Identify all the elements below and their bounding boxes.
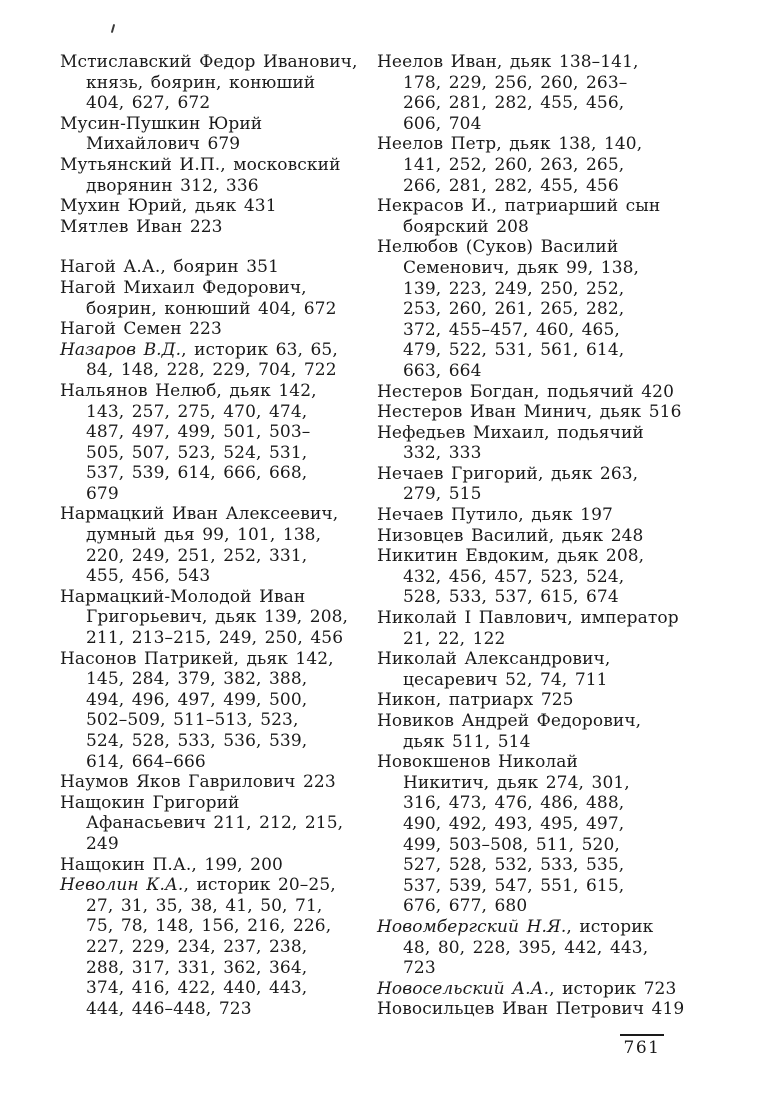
index-entry (377, 382, 716, 403)
index-entry (377, 711, 716, 752)
entry-line: Нащокин П.А., 199, 200 (60, 854, 283, 875)
entry-line: Нечаев Путило, дьяк 197 (377, 505, 613, 526)
entry-line: Мухин Юрий, дьяк 431 (60, 196, 277, 217)
index-entry (60, 52, 374, 114)
entry-line: 227, 229, 234, 237, 238, (86, 936, 308, 957)
entry-line: 527, 528, 532, 533, 535, (403, 855, 625, 876)
entry-line: 374, 416, 422, 440, 443, (86, 978, 308, 999)
entry-line: 524, 528, 533, 536, 539, (86, 731, 308, 751)
index-entry (60, 114, 374, 155)
entry-line: 487, 497, 499, 501, 503– (86, 422, 311, 443)
index-entry (377, 752, 716, 917)
entry-line: 220, 249, 251, 252, 331, (86, 545, 308, 566)
entry-line: 528, 533, 537, 615, 674 (403, 587, 619, 608)
entry-line: 48, 80, 228, 395, 442, 443, (403, 937, 649, 958)
index-entry (60, 319, 374, 340)
entry-line: 537, 539, 547, 551, 615, (403, 875, 625, 896)
entry-line: 279, 515 (403, 484, 482, 505)
entry-line: 663, 664 (403, 360, 482, 381)
entry-line: Нелюбов (Суков) Василий (377, 237, 619, 258)
entry-line: 21, 22, 122 (403, 628, 506, 649)
entry-line: 479, 522, 531, 561, 614, (403, 340, 625, 361)
entry-line: 178, 229, 256, 260, 263– (403, 72, 628, 93)
index-entry (60, 649, 374, 773)
entry-line: 614, 664–666 (86, 751, 206, 772)
entry-line: Мутьянский И.П., московский (60, 154, 341, 175)
entry-line: Мятлев Иван 223 (60, 216, 223, 237)
entry-line: Новиков Андрей Федорович, (377, 711, 642, 731)
index-entry (377, 505, 716, 526)
entry-line: 372, 455–457, 460, 465, (403, 319, 620, 340)
entry-line: думный дья 99, 101, 138, (86, 525, 322, 546)
entry-line: 145, 284, 379, 382, 388, (86, 669, 308, 690)
entry-line: 499, 503–508, 511, 520, (403, 834, 620, 855)
entry-line: 253, 260, 261, 265, 282, (403, 299, 625, 320)
entry-line: Наумов Яков Гаврилович 223 (60, 772, 336, 793)
entry-line: 332, 333 (403, 443, 482, 464)
entry-name-italic: Неволин К.А. (60, 875, 184, 896)
entry-line: Мстиславский Федор Иванович, (60, 52, 358, 72)
entry-line: Насонов Патрикей, дьяк 142, (60, 648, 334, 669)
entry-line: Неелов Иван, дьяк 138–141, (377, 52, 639, 72)
entry-line: 75, 78, 148, 156, 216, 226, (86, 916, 332, 937)
entry-line: 141, 252, 260, 263, 265, (403, 154, 625, 175)
entry-line: Новосельский А.А., историк 723 (377, 978, 677, 999)
entry-line: князь, боярин, конюший (86, 72, 316, 93)
index-entry (377, 690, 716, 711)
index-entry (60, 196, 374, 217)
entry-line: Нармацкий Иван Алексеевич, (60, 504, 339, 525)
entry-line: Нагой Михаил Федорович, (60, 277, 307, 298)
index-entry (377, 196, 716, 237)
index-column-right (377, 52, 716, 1020)
entry-line: Нечаев Григорий, дьяк 263, (377, 463, 639, 484)
entry-line: 249 (86, 833, 119, 854)
index-entry (60, 793, 374, 855)
entry-line: Нагой А.А., боярин 351 (60, 257, 279, 278)
index-entry (377, 402, 716, 423)
entry-line: Никон, патриарх 725 (377, 690, 574, 711)
entry-line: 211, 213–215, 249, 250, 456 (86, 628, 344, 649)
entry-line: 84, 148, 228, 229, 704, 722 (86, 360, 337, 381)
entry-line: Семенович, дьяк 99, 138, (403, 257, 640, 278)
index-entry (60, 381, 374, 505)
entry-line: Новокшенов Николай (377, 752, 578, 773)
entry-line: 288, 317, 331, 362, 364, (86, 957, 308, 978)
index-entry (60, 504, 374, 586)
index-entry (377, 608, 716, 649)
entry-line: 537, 539, 614, 666, 668, (86, 463, 308, 484)
index-entry (377, 979, 716, 1000)
entry-line: 404, 627, 672 (86, 93, 211, 114)
index-entry (60, 875, 374, 1019)
entry-line: 676, 677, 680 (403, 896, 528, 917)
entry-line: Николай I Павлович, император (377, 608, 679, 629)
entry-line: 494, 496, 497, 499, 500, (86, 689, 308, 710)
entry-line: Нащокин Григорий (60, 792, 240, 813)
index-entry (60, 155, 374, 196)
page-number: 761 (620, 1034, 665, 1058)
entry-line: 490, 492, 493, 495, 497, (403, 813, 625, 834)
entry-line: 505, 507, 523, 524, 531, (86, 442, 308, 463)
index-entry (60, 855, 374, 876)
entry-line: дьяк 511, 514 (403, 731, 531, 752)
entry-line: Некрасов И., патриарший сын (377, 196, 661, 217)
entry-line: Нестеров Иван Минич, дьяк 516 (377, 402, 682, 423)
page-footer (616, 1034, 668, 1058)
index-entry (377, 917, 716, 979)
entry-line: 143, 257, 275, 470, 474, (86, 401, 308, 422)
index-entry (377, 526, 716, 547)
entry-line: 723 (403, 958, 436, 979)
entry-line: Мусин-Пушкин Юрий (60, 113, 263, 134)
entry-line: Неелов Петр, дьяк 138, 140, (377, 134, 643, 155)
index-entry (377, 464, 716, 505)
entry-line: Назаров В.Д., историк 63, 65, (60, 339, 338, 360)
entry-line: Новомбергский Н.Я., историк (377, 916, 654, 937)
entry-line: Нефедьев Михаил, подьячий (377, 422, 644, 443)
entry-line: 139, 223, 249, 250, 252, (403, 278, 625, 299)
index-entry (377, 52, 716, 134)
entry-line: Новосильцев Иван Петрович 419 (377, 999, 685, 1020)
entry-line: Нагой Семен 223 (60, 319, 222, 340)
entry-line: дворянин 312, 336 (86, 175, 259, 196)
ink-speck (111, 24, 115, 33)
index-entry (377, 649, 716, 690)
entry-line: Михайлович 679 (86, 134, 241, 155)
index-entry (60, 217, 374, 238)
entry-line: цесаревич 52, 74, 711 (403, 669, 608, 690)
entry-line: Нальянов Нелюб, дьяк 142, (60, 380, 317, 401)
entry-line: 444, 446–448, 723 (86, 998, 252, 1019)
entry-line: 27, 31, 35, 38, 41, 50, 71, (86, 895, 323, 916)
entry-line: Афанасьевич 211, 212, 215, (86, 813, 344, 834)
entry-line: боярин, конюший 404, 672 (86, 298, 337, 319)
entry-line: 266, 281, 282, 455, 456, (403, 93, 625, 114)
index-entry (60, 257, 374, 278)
index-column-left (60, 52, 374, 1019)
entry-line: 432, 456, 457, 523, 524, (403, 566, 625, 587)
entry-line: 502–509, 511–513, 523, (86, 710, 299, 731)
entry-line: 606, 704 (403, 113, 482, 134)
index-entry (377, 546, 716, 608)
index-entry (377, 423, 716, 464)
entry-name-italic: Назаров В.Д. (60, 339, 182, 360)
entry-line: 316, 473, 476, 486, 488, (403, 793, 625, 814)
entry-line: 455, 456, 543 (86, 566, 211, 587)
entry-line: Никитин Евдоким, дьяк 208, (377, 546, 645, 567)
entry-name-italic: Новомбергский Н.Я. (377, 916, 567, 937)
entry-line: 679 (86, 483, 119, 504)
entry-line: Неволин К.А., историк 20–25, (60, 875, 336, 896)
entry-line: боярский 208 (403, 216, 529, 237)
entry-line: Николай Александрович, (377, 649, 611, 670)
index-entry (60, 278, 374, 319)
entry-name-italic: Новосельский А.А. (377, 978, 550, 999)
index-entry (377, 134, 716, 196)
index-entry (60, 587, 374, 649)
entry-line: Нармацкий-Молодой Иван (60, 586, 306, 607)
entry-line: Григорьевич, дьяк 139, 208, (86, 607, 349, 628)
index-entry (60, 772, 374, 793)
index-entry (60, 340, 374, 381)
entry-line: Низовцев Василий, дьяк 248 (377, 525, 644, 546)
entry-line: Никитич, дьяк 274, 301, (403, 772, 630, 793)
entry-line: 266, 281, 282, 455, 456 (403, 175, 619, 196)
index-entry (377, 237, 716, 381)
index-entry (377, 999, 716, 1020)
entry-line: Нестеров Богдан, подьячий 420 (377, 381, 675, 402)
